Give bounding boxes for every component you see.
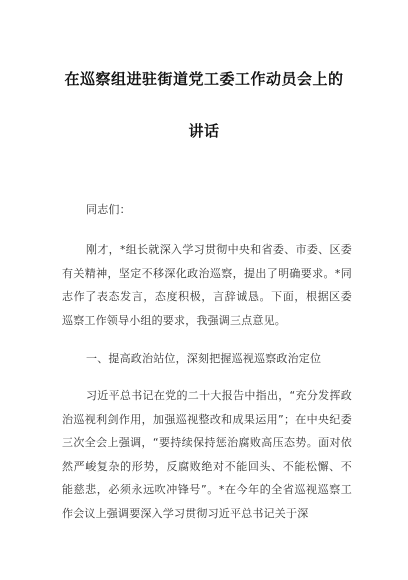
document-title-line-1: 在巡察组进驻街道党工委工作动员会上的 [64, 70, 344, 88]
salutation: 同志们： [86, 203, 131, 216]
document-title-line-2: 讲话 [188, 122, 220, 140]
paragraph-opening: 刚才，*组长就深入学习贯彻中央和省委、市委、区委有关精神，坚定不移深化政治巡察，提出了明确要求。*同志作了表态发言，态度积极，言辞诚恳。下面，根据区委巡察工作领导小组的要求，我强调三点意见。 [62, 243, 352, 327]
section-heading-1: 一、提高政治站位，深刻把握巡视巡察政治定位 [86, 352, 322, 365]
paragraph-section-1: 习近平总书记在党的二十大报告中指出，“充分发挥政治巡视利剑作用，加强巡视整改和成果运用”；在中央纪委三次全会上强调，“要持续保持惩治腐败高压态势。面对依然严峻复杂的形势，反腐败绝对不能回头、不能松懈、不能慈悲，必须永远吹冲锋号”。*在今年的全省巡视巡察工作会议上强调要深入学习贯彻习近平总书记关于深 [62, 389, 352, 520]
